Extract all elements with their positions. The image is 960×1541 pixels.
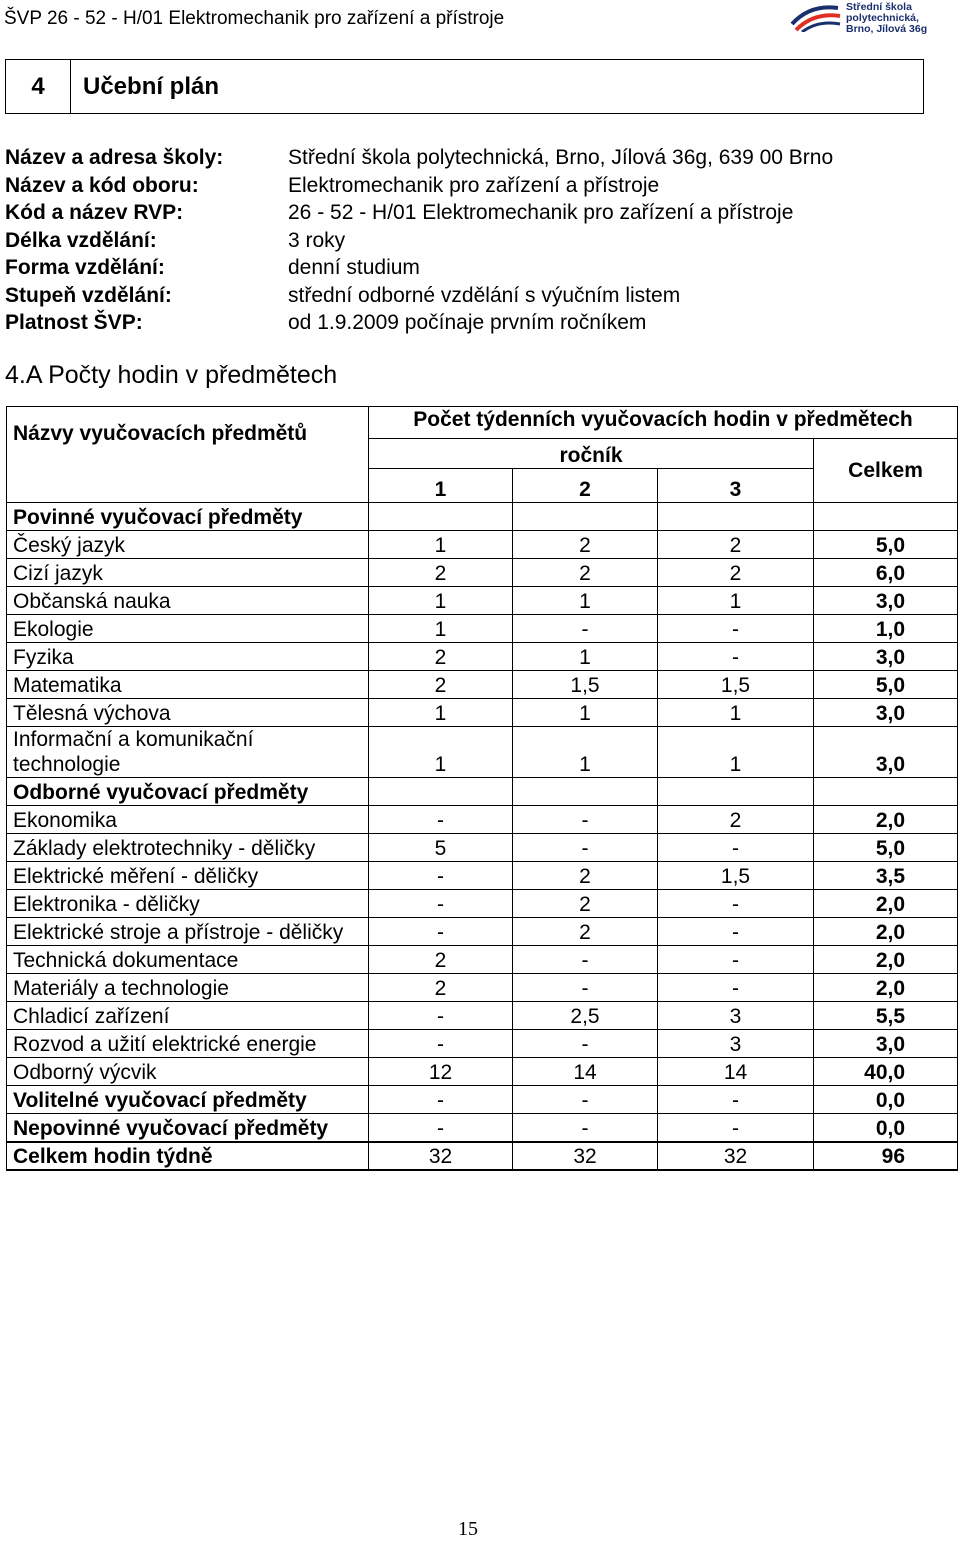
table-row <box>7 890 958 918</box>
total-hours: 3,0 <box>814 643 958 671</box>
subject-name: Povinné vyučovací předměty <box>7 503 369 531</box>
year-3-hours: - <box>658 974 814 1002</box>
year-2-header: 2 <box>513 469 658 503</box>
total-hours: 2,0 <box>814 946 958 974</box>
year-3-hours: - <box>658 890 814 918</box>
table-row <box>7 531 958 559</box>
info-row <box>5 309 833 337</box>
year-2-hours: 2 <box>513 531 658 559</box>
year-1-hours: - <box>369 1030 513 1058</box>
table-row <box>7 1002 958 1030</box>
info-row <box>5 282 833 310</box>
total-hours: 96 <box>814 1142 958 1170</box>
subject-name: Volitelné vyučovací předměty <box>7 1086 369 1114</box>
subject-name: Rozvod a užití elektrické energie <box>7 1030 369 1058</box>
year-1-hours: - <box>369 806 513 834</box>
year-3-hours: - <box>658 946 814 974</box>
total-hours: 5,5 <box>814 1002 958 1030</box>
year-2-hours: 2,5 <box>513 1002 658 1030</box>
total-hours: 3,0 <box>814 587 958 615</box>
total-hours: 3,0 <box>814 1030 958 1058</box>
year-3-hours: 14 <box>658 1058 814 1086</box>
year-1-hours: - <box>369 1002 513 1030</box>
subject-name: Český jazyk <box>7 531 369 559</box>
total-hours <box>814 778 958 806</box>
info-value: Střední škola polytechnická, Brno, Jílová 36g, 639 00 Brno <box>288 146 834 169</box>
year-1-hours: 2 <box>369 946 513 974</box>
year-2-hours: 1 <box>513 727 658 778</box>
year-2-hours <box>513 778 658 806</box>
subject-name: Ekonomika <box>7 806 369 834</box>
year-1-hours: 1 <box>369 587 513 615</box>
info-key: Délka vzdělání: <box>5 228 157 252</box>
year-2-hours: - <box>513 834 658 862</box>
document-header: ŠVP 26 - 52 - H/01 Elektromechanik pro zařízení a přístroje <box>4 8 505 29</box>
year-3-hours: - <box>658 834 814 862</box>
year-1-hours: 2 <box>369 974 513 1002</box>
total-hours: 3,0 <box>814 727 958 778</box>
subject-name: Elektrické měření - děličky <box>7 862 369 890</box>
section-title: 4.A Počty hodin v předmětech <box>5 361 338 389</box>
total-hours: 5,0 <box>814 834 958 862</box>
subject-name: Nepovinné vyučovací předměty <box>7 1114 369 1142</box>
table-row <box>7 1114 958 1142</box>
year-2-hours: 1 <box>513 587 658 615</box>
info-key: Název a kód oboru: <box>5 173 199 197</box>
info-value: střední odborné vzdělání s výučním listem <box>288 283 681 307</box>
total-hours: 3,5 <box>814 862 958 890</box>
total-hours: 2,0 <box>814 918 958 946</box>
year-1-hours: 1 <box>369 727 513 778</box>
total-hours: 40,0 <box>814 1058 958 1086</box>
logo-text: Střední škola polytechnická, Brno, Jílová 36g <box>846 1 928 35</box>
info-value: 3 roky <box>288 228 346 252</box>
info-row <box>5 199 833 227</box>
year-2-hours: - <box>513 1030 658 1058</box>
year-1-hours: 2 <box>369 559 513 587</box>
table-row <box>7 1086 958 1114</box>
year-3-hours: 1,5 <box>658 671 814 699</box>
info-row <box>5 227 833 255</box>
table-row <box>7 559 958 587</box>
table-row <box>7 1030 958 1058</box>
subject-name: Chladicí zařízení <box>7 1002 369 1030</box>
year-header: ročník <box>369 439 814 469</box>
info-value: od 1.9.2009 počínaje prvním ročníkem <box>288 311 647 334</box>
table-row <box>7 587 958 615</box>
total-hours: 2,0 <box>814 974 958 1002</box>
info-value: 26 - 52 - H/01 Elektromechanik pro zařízení a přístroje <box>288 201 794 224</box>
year-2-hours: 32 <box>513 1142 658 1170</box>
subject-name: Technická dokumentace <box>7 946 369 974</box>
table-row <box>7 778 958 806</box>
info-row <box>5 254 833 282</box>
table-row <box>7 699 958 727</box>
school-logo-icon <box>790 2 842 32</box>
year-1-hours: 32 <box>369 1142 513 1170</box>
total-hours: 6,0 <box>814 559 958 587</box>
subject-name: Celkem hodin týdně <box>7 1142 369 1170</box>
year-1-hours <box>369 503 513 531</box>
table-row <box>7 503 958 531</box>
table-row <box>7 946 958 974</box>
year-3-hours: 1,5 <box>658 862 814 890</box>
year-3-hours: 32 <box>658 1142 814 1170</box>
table-row <box>7 643 958 671</box>
table-row <box>7 974 958 1002</box>
year-1-hours: - <box>369 1114 513 1142</box>
subject-name: Elektrické stroje a přístroje - děličky <box>7 918 369 946</box>
year-2-hours <box>513 503 658 531</box>
year-2-hours: - <box>513 615 658 643</box>
table-row <box>7 862 958 890</box>
total-hours: 5,0 <box>814 671 958 699</box>
info-key: Forma vzdělání: <box>5 256 165 279</box>
table-row <box>7 1058 958 1086</box>
subject-name: Odborné vyučovací předměty <box>7 778 369 806</box>
table-row <box>7 615 958 643</box>
subject-name: Tělesná výchova <box>7 699 369 727</box>
subject-name: Matematika <box>7 671 369 699</box>
total-hours: 0,0 <box>814 1086 958 1114</box>
total-hours: 2,0 <box>814 806 958 834</box>
year-2-hours: - <box>513 1114 658 1142</box>
year-3-header: 3 <box>658 469 814 503</box>
year-2-hours: 2 <box>513 559 658 587</box>
year-1-hours: 5 <box>369 834 513 862</box>
curriculum-table <box>6 406 958 1171</box>
year-1-hours: - <box>369 918 513 946</box>
year-3-hours: 2 <box>658 559 814 587</box>
year-3-hours <box>658 503 814 531</box>
subject-name: Materiály a technologie <box>7 974 369 1002</box>
total-hours: 3,0 <box>814 699 958 727</box>
table-row <box>7 834 958 862</box>
year-1-hours: 1 <box>369 531 513 559</box>
year-2-hours: 2 <box>513 862 658 890</box>
year-2-hours: - <box>513 974 658 1002</box>
subject-name: Elektronika - děličky <box>7 890 369 918</box>
year-1-hours: 1 <box>369 615 513 643</box>
subject-name: Informační a komunikační technologie <box>7 727 369 778</box>
year-3-hours: 1 <box>658 699 814 727</box>
subject-name: Cizí jazyk <box>7 559 369 587</box>
year-1-hours: - <box>369 1086 513 1114</box>
year-2-hours: 1,5 <box>513 671 658 699</box>
info-value: Elektromechanik pro zařízení a přístroje <box>288 173 660 197</box>
year-1-hours: - <box>369 862 513 890</box>
subject-name: Základy elektrotechniky - děličky <box>7 834 369 862</box>
subject-name: Ekologie <box>7 615 369 643</box>
year-3-hours <box>658 778 814 806</box>
total-hours: 2,0 <box>814 890 958 918</box>
table-row <box>7 671 958 699</box>
table-row <box>7 806 958 834</box>
total-hours: 5,0 <box>814 531 958 559</box>
school-info <box>5 144 833 337</box>
year-3-hours: - <box>658 643 814 671</box>
page-number: 15 <box>458 1518 478 1540</box>
year-3-hours: 2 <box>658 531 814 559</box>
year-3-hours: - <box>658 1114 814 1142</box>
info-row <box>5 172 833 200</box>
year-3-hours: 2 <box>658 806 814 834</box>
year-2-hours: - <box>513 1086 658 1114</box>
info-key: Kód a název RVP: <box>5 201 184 224</box>
subject-name: Fyzika <box>7 643 369 671</box>
year-1-hours: 2 <box>369 671 513 699</box>
total-hours <box>814 503 958 531</box>
year-1-hours: - <box>369 890 513 918</box>
year-1-hours: 2 <box>369 643 513 671</box>
info-row <box>5 144 833 172</box>
year-3-hours: - <box>658 918 814 946</box>
total-hours: 0,0 <box>814 1114 958 1142</box>
total-hours: 1,0 <box>814 615 958 643</box>
year-1-hours <box>369 778 513 806</box>
year-1-header: 1 <box>369 469 513 503</box>
table-row <box>7 1142 958 1170</box>
chapter-heading <box>5 59 924 114</box>
year-3-hours: 3 <box>658 1030 814 1058</box>
year-2-hours: - <box>513 946 658 974</box>
subjects-column-header: Názvy vyučovacích předmětů <box>7 407 369 503</box>
year-2-hours: 2 <box>513 890 658 918</box>
info-key: Stupeň vzdělání: <box>5 283 172 307</box>
info-value: denní studium <box>288 256 420 279</box>
year-2-hours: 1 <box>513 699 658 727</box>
subject-name: Odborný výcvik <box>7 1058 369 1086</box>
hours-column-header: Počet týdenních vyučovacích hodin v předmětech <box>369 407 958 439</box>
chapter-number: 4 <box>6 60 71 113</box>
info-key: Platnost ŠVP: <box>5 311 143 334</box>
year-1-hours: 1 <box>369 699 513 727</box>
year-3-hours: 1 <box>658 727 814 778</box>
year-2-hours: 1 <box>513 643 658 671</box>
year-3-hours: - <box>658 615 814 643</box>
year-2-hours: - <box>513 806 658 834</box>
info-key: Název a adresa školy: <box>5 146 224 169</box>
subject-name: Občanská nauka <box>7 587 369 615</box>
year-3-hours: - <box>658 1086 814 1114</box>
year-3-hours: 1 <box>658 587 814 615</box>
year-1-hours: 12 <box>369 1058 513 1086</box>
year-2-hours: 2 <box>513 918 658 946</box>
chapter-title: Učební plán <box>83 72 220 100</box>
year-2-hours: 14 <box>513 1058 658 1086</box>
total-column-header: Celkem <box>814 439 958 503</box>
school-logo <box>790 0 956 36</box>
year-3-hours: 3 <box>658 1002 814 1030</box>
table-row <box>7 727 958 778</box>
table-row <box>7 918 958 946</box>
